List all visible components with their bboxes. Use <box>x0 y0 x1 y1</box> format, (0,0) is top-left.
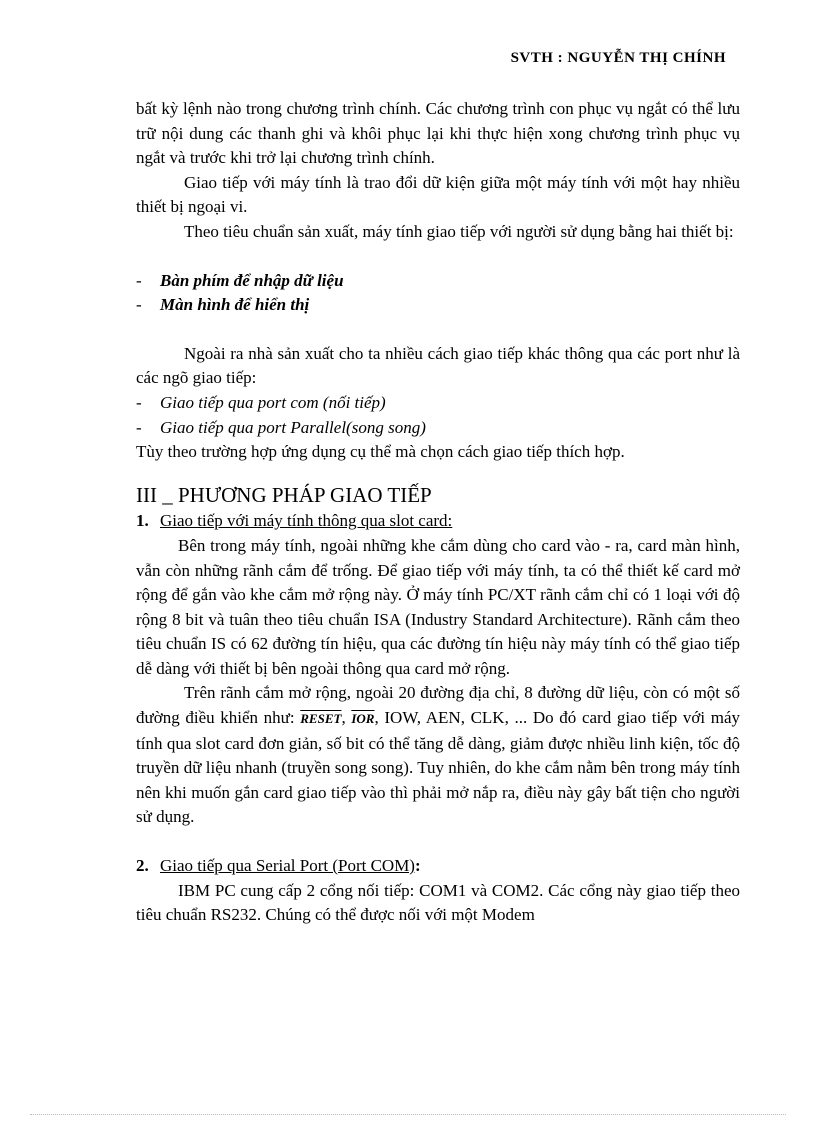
paragraph-standard-devices: Theo tiêu chuẩn sản xuất, máy tính giao tiếp với người sử dụng bằng hai thiết bị: <box>184 221 734 241</box>
list-item-parallel-port <box>136 416 740 441</box>
page-bottom-rule <box>30 1114 786 1115</box>
list-dash: - <box>136 270 142 290</box>
list-dash: - <box>136 392 142 412</box>
section-heading: III _ PHƯƠNG PHÁP GIAO TIẾP <box>136 482 432 507</box>
paragraph-interrupt: bất kỳ lệnh nào trong chương trình chính. Các chương trình con phục vụ ngắt có thể lưu trữ nội dung các thanh ghi và khôi phục lại khi thực hiện xong chương trình phục vụ ngắt và trước khi trở lại chương trình chính. <box>136 99 740 168</box>
signal-reset: RESET <box>300 711 342 727</box>
list-item-monitor <box>136 293 740 318</box>
separator: , <box>341 708 352 728</box>
list-dash: - <box>136 417 142 437</box>
list-item-keyboard <box>136 269 740 294</box>
paragraph-choose-interface: Tùy theo trường hợp ứng dụng cụ thể mà chọn cách giao tiếp thích hợp. <box>136 442 625 462</box>
paragraph-interface-definition: Giao tiếp với máy tính là trao đổi dữ kiện giữa một máy tính với một hay nhiều thiết bị ngoại vi. <box>136 172 740 217</box>
subsection-number: 2. <box>136 856 149 876</box>
paragraph-text: , IOW, AEN, CLK, ... Do đó card giao tiếp với máy tính qua slot card đơn giản, số bit có thể tăng dễ dàng, giảm được nhiều linh kiện, tốc độ truyền dữ liệu nhanh (truyền song song). Tuy nhiên, do khe cắm nằm bên trong máy tính nên khi muốn gắn card giao tiếp vào thì phải mở nắp ra, điều này gây bất tiện cho người sử dụng. <box>136 708 741 827</box>
document-body <box>136 97 740 928</box>
list-dash: - <box>136 295 142 315</box>
list-item-text: Bàn phím để nhập dữ liệu <box>160 270 344 290</box>
list-item-text: Giao tiếp qua port Parallel(song song) <box>160 417 426 437</box>
subsection-title: Giao tiếp với máy tính thông qua slot card: <box>160 511 453 531</box>
list-item-text: Giao tiếp qua port com (nối tiếp) <box>160 392 386 412</box>
subsection-colon: : <box>414 856 421 876</box>
page-header: SVTH : NGUYỄN THỊ CHÍNH <box>510 50 726 66</box>
subsection-heading-slot-card <box>136 509 740 534</box>
paragraph-serial-port: IBM PC cung cấp 2 cổng nối tiếp: COM1 và COM2. Các cổng này giao tiếp theo tiêu chuẩn RS232. Chúng có thể được nối với một Modem <box>136 880 740 925</box>
list-item-com-port <box>136 391 740 416</box>
signal-ior: $\overline{IOR}$ <box>351 711 375 727</box>
subsection-number: 1. <box>136 511 149 531</box>
paragraph-slot-signals <box>136 681 740 830</box>
list-item-text: Màn hình để hiển thị <box>160 295 310 315</box>
paragraph-ports: Ngoài ra nhà sản xuất cho ta nhiều cách giao tiếp khác thông qua các port như là các ngõ giao tiếp: <box>136 343 740 388</box>
paragraph-text: Trên rãnh cắm mở rộng, ngoài 20 đường địa chỉ, 8 đường dữ liệu, còn có một số đường điều khiển như: <box>136 683 740 728</box>
subsection-heading-serial-port <box>136 854 740 879</box>
subsection-title: Giao tiếp qua Serial Port (Port COM) <box>160 856 415 876</box>
paragraph-slot-card: Bên trong máy tính, ngoài những khe cắm dùng cho card vào - ra, card màn hình, vẫn còn những rãnh cắm để trống. Để giao tiếp với máy tính, ta có thể thiết kế card mở rộng để gắn vào khe cắm mở rộng này. Ở máy tính PC/XT rãnh cắm chỉ có 1 loại với độ rộng 8 bit và tuân theo tiêu chuẩn ISA (Industry Standard Architecture). Rãnh cắm theo tiêu chuẩn IS có 62 đường tín hiệu, qua các đường tín hiệu này máy tính có thể giao tiếp dễ dàng với thiết bị bên ngoài thông qua card mở rộng. <box>136 535 740 678</box>
